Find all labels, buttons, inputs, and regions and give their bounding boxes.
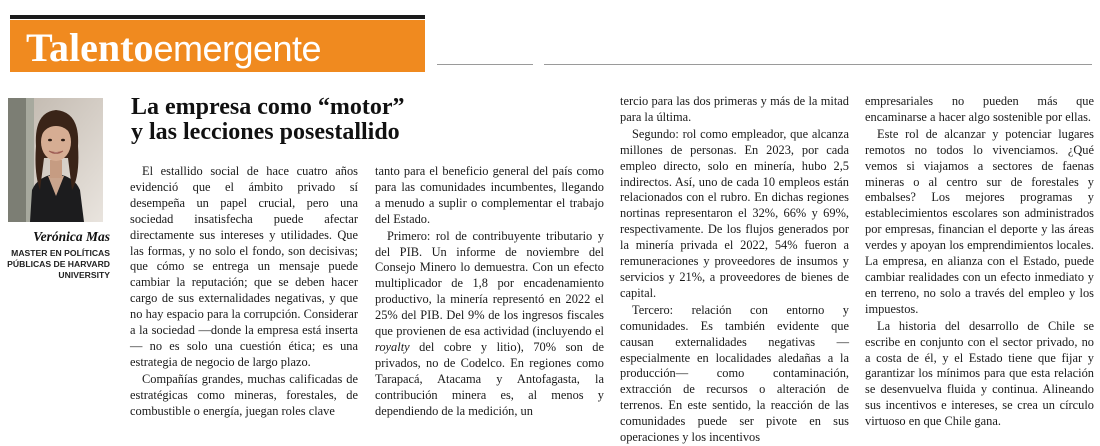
text-run: Primero: rol de contribuyente tributario y del PIB. Un informe de noviembre del Consejo Minero lo demuestra. Con un efecto multiplicador de 1,8 por encadenamiento productivo, la minería representó en 2022 el 25% del PIB. Del 9% de los ingresos fiscales que provienen de esa actividad (incluyendo el — [375, 228, 604, 339]
paragraph: El estallido social de hace cuatro años evidenció que el ámbito privado sí desempeña un papel crucial, pero una sociedad insatisfecha puede afectar directamente sus intereses y utilidades. Que las formas, y no solo el fondo, son decisivas; que cómo se entrega un mensaje puede cambiar la reputación; que se deben hacer cargo de sus externalidades negativas, y que no hay espacio para la corrupción. Considerar a la sociedad —donde la empresa está inserta— no es solo una cuestión ética; es una estrategia de negocio de largo plazo. — [130, 164, 358, 369]
author-name: Verónica Mas — [33, 229, 110, 244]
paragraph: Tercero: relación con entorno y comunidades. Es también evidente que causan externalidades negativas —especialmente en localidades aledañas a la producción— como contaminación, extracción de recursos o alteración de terrenos. En este sentido, la reacción de las comunidades puede ser pivote en sus operaciones y los incentivos — [620, 302, 849, 445]
paragraph: La historia del desarrollo de Chile se escribe en conjunto con el sector privado, no a costa de él, y el Estado tiene que fijar y garantizar los mínimos para que esta relación se desenvuelva fluida y continua. Alineando sus incentivos e intereses, se crea un círculo virtuoso en que Chile gana. — [865, 318, 1094, 429]
section-rule-short — [437, 64, 533, 65]
italic-term: royalty — [375, 339, 410, 354]
text-run: del cobre y litio), 70% son de privados, no de Codelco. En regiones como Tarapacá, Atacama y Antofagasta, la contribución minera es, al menos y dependiendo de la medición, un — [375, 339, 604, 418]
author-block — [6, 229, 110, 281]
section-title — [26, 25, 321, 72]
section-rule-long — [544, 64, 1092, 65]
author-bio-line: PÚBLICAS DE HARVARD — [7, 259, 110, 269]
section-top-rule — [10, 15, 425, 19]
paragraph-continued: tercio para las dos primeras y más de la mitad para la última. — [620, 94, 849, 124]
author-photo — [8, 98, 103, 222]
paragraph: Segundo: rol como empleador, que alcanza millones de personas. En 2023, por cada empleo directo, solo en minería, hubo 2,5 indirectos. Así, uno de cada 10 empleos están relacionados con el rubro. En dichas regiones nortinas representaron el 32%, 66% y 69%, respectivamente. De los flujos generados por la minería privada el 2022, 54% fueron a remuneraciones y proveedores de insumos y servicios y 21%, a proveedores de bienes de capital. — [620, 126, 849, 300]
headline-line-1: La empresa como “motor” — [131, 94, 405, 120]
paragraph-continued: tanto para el beneficio general del país como para las comunidades incumbentes, llegando a menudo a suplir o complementar el trabajo del Estado. — [375, 164, 604, 226]
article-headline — [131, 95, 551, 145]
paragraph: Este rol de alcanzar y potenciar lugares remotos no todos lo vivenciamos. ¿Qué vemos si viajamos a sectores de faenas mineras o al centro sur de forestales y embalses? Los mejores programas y establecimientos escolares son administrados por empresas, financian el deporte y las áreas verdes y apoyan los emprendimientos locales. La empresa, en alianza con el Estado, puede cambiar realidades con un efecto inmediato y en terreno, no solo a través del empleo y los impuestos. — [865, 126, 1094, 316]
section-title-light: emergente — [153, 28, 322, 69]
author-bio — [6, 248, 110, 281]
section-banner — [10, 20, 425, 72]
paragraph: Compañías grandes, muchas calificadas de estratégicas como mineras, forestales, de combustible o energía, juegan roles clave — [130, 371, 358, 418]
article-column-2 — [375, 164, 604, 420]
article-column-3 — [620, 94, 849, 446]
section-title-bold: Talento — [26, 25, 154, 70]
author-bio-line: UNIVERSITY — [58, 270, 110, 280]
headline-line-2: y las lecciones posestallido — [131, 119, 400, 145]
paragraph-continued: empresariales no pueden más que encaminarse a hacer algo sostenible por ellas. — [865, 94, 1094, 124]
paragraph — [375, 229, 604, 420]
article-column-4 — [865, 94, 1094, 430]
article-column-1 — [130, 164, 358, 420]
author-bio-line: MASTER EN POLÍTICAS — [11, 248, 110, 258]
